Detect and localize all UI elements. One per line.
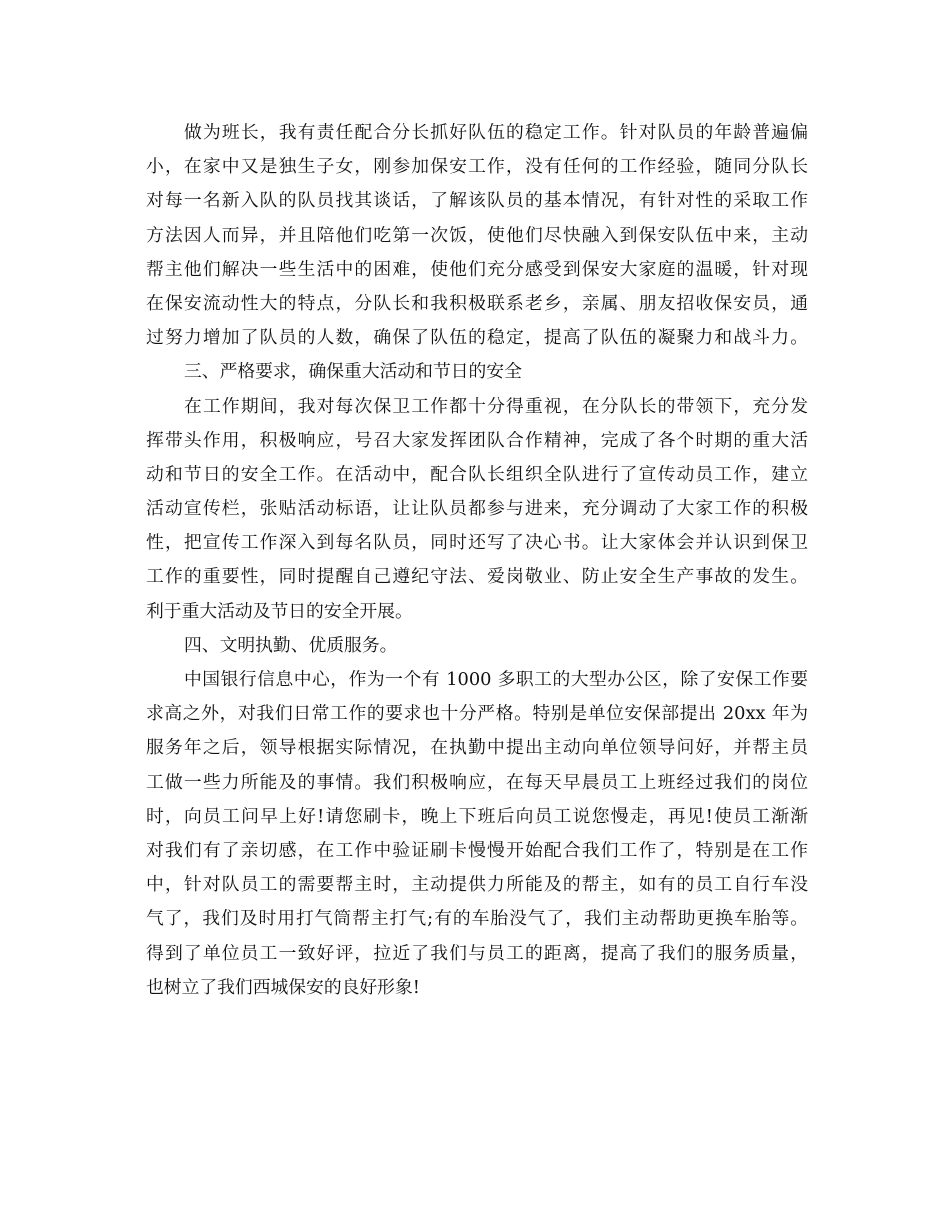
paragraph-line: 小，在家中又是独生子女，刚参加保安工作，没有任何的工作经验，随同分队长 (146, 156, 808, 178)
paragraph-line: 活动宣传栏，张贴活动标语，让让队员都参与进来，充分调动了大家工作的积极 (146, 498, 808, 520)
paragraph-line: 利于重大活动及节日的安全开展。 (146, 600, 413, 622)
paragraph-line: 求高之外，对我们日常工作的要求也十分严格。特别是单位安保部提出 20xx 年为 (146, 703, 808, 725)
paragraph-team-stability (146, 116, 808, 355)
section-heading-4: 四、文明执勤、优质服务。 (184, 634, 398, 656)
document-body (146, 116, 808, 1005)
paragraph-line: 得到了单位员工一致好评，拉近了我们与员工的距离，提高了我们的服务质量， (146, 942, 808, 964)
paragraph-line: 对每一名新入队的队员找其谈话，了解该队员的基本情况，有针对性的采取工作 (146, 190, 808, 212)
paragraph-line: 时，向员工问早上好!请您刷卡，晚上下班后向员工说您慢走，再见!使员工渐渐 (146, 805, 808, 827)
section-heading-3: 三、严格要求，确保重大活动和节日的安全 (184, 361, 522, 383)
paragraph-line: 中国银行信息中心，作为一个有 1000 多职工的大型办公区，除了安保工作要 (184, 669, 808, 690)
paragraph-line: 中，针对队员工的需要帮主时，主动提供力所能及的帮主，如有的员工自行车没 (146, 874, 808, 896)
paragraph-line: 在保安流动性大的特点，分队长和我积极联系老乡，亲属、朋友招收保安员，通 (146, 292, 808, 314)
paragraph-line: 也树立了我们西城保安的良好形象! (146, 976, 420, 998)
paragraph-line: 方法因人而异，并且陪他们吃第一次饭，使他们尽快融入到保安队伍中来，主动 (146, 224, 808, 246)
paragraph-line: 过努力增加了队员的人数，确保了队伍的稳定，提高了队伍的凝聚力和战斗力。 (146, 327, 808, 349)
paragraph-line: 做为班长，我有责任配合分长抓好队伍的稳定工作。针对队员的年龄普遍偏 (184, 122, 808, 143)
paragraph-line: 在工作期间，我对每次保卫工作都十分得重视，在分队长的带领下，充分发 (184, 395, 808, 417)
paragraph-line: 对我们有了亲切感，在工作中验证刷卡慢慢开始配合我们工作了，特别是在工作 (146, 839, 808, 861)
paragraph-line: 服务年之后，领导根据实际情况，在执勤中提出主动向单位领导问好，并帮主员 (146, 737, 808, 759)
paragraph-line: 挥带头作用，积极响应，号召大家发挥团队合作精神，完成了各个时期的重大活 (146, 429, 808, 451)
paragraph-line: 性，把宣传工作深入到每名队员，同时还写了决心书。让大家体会并认识到保卫 (146, 532, 808, 554)
paragraph-line: 工作的重要性，同时提醒自己遵纪守法、爱岗敬业、防止安全生产事故的发生。 (146, 566, 808, 588)
paragraph-line: 工做一些力所能及的事情。我们积极响应，在每天早晨员工上班经过我们的岗位 (146, 771, 808, 793)
paragraph-line: 动和节日的安全工作。在活动中，配合队长组织全队进行了宣传动员工作，建立 (146, 463, 808, 485)
paragraph-quality-service (146, 663, 808, 1005)
paragraph-line: 帮主他们解决一些生活中的困难，使他们充分感受到保安大家庭的温暖，针对现 (146, 258, 808, 280)
paragraph-events-safety (146, 390, 808, 629)
paragraph-line: 气了，我们及时用打气筒帮主打气;有的车胎没气了，我们主动帮助更换车胎等。 (146, 908, 808, 930)
